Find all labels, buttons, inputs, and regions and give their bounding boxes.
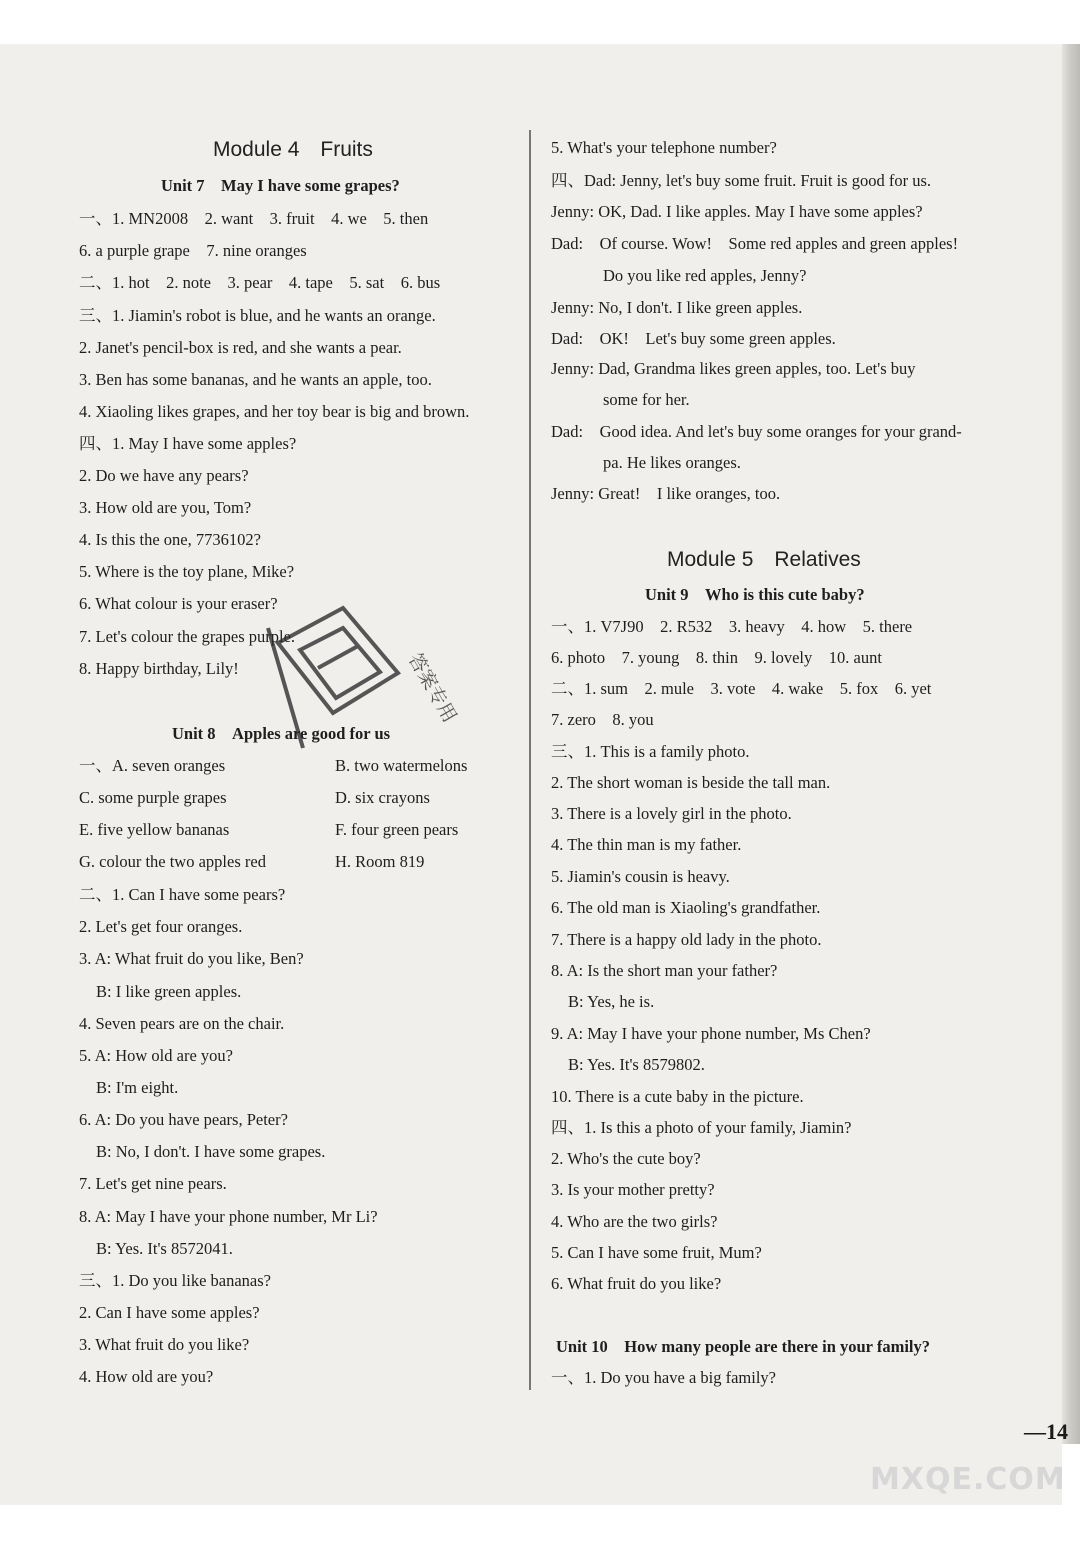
answer-line: 6. What fruit do you like? [551,1274,722,1293]
answer-line: 5. Jiamin's cousin is heavy. [551,867,730,886]
answer-line: B: Yes. It's 8579802. [568,1055,705,1074]
answer-line: 4. The thin man is my father. [551,835,742,854]
answer-line: 2. Who's the cute boy? [551,1149,701,1168]
answer-line: 5. Can I have some fruit, Mum? [551,1243,762,1262]
answer-line: 2. Let's get four oranges. [79,917,243,936]
answer-line: B: Yes. It's 8572041. [96,1239,233,1258]
dialogue-line: Jenny: OK, Dad. I like apples. May I have some apples? [551,202,923,221]
answer-line: 4. Seven pears are on the chair. [79,1014,285,1033]
answer-line: 二、1. Can I have some pears? [79,885,286,904]
answer-line: 二、1. hot 2. note 3. pear 4. tape 5. sat 6. bus [79,273,441,292]
table-row-cell: F. four green pears [335,820,459,839]
answer-line: 8. Happy birthday, Lily! [79,659,239,678]
answer-line: 6. The old man is Xiaoling's grandfather. [551,898,821,917]
answer-line: 4. Xiaoling likes grapes, and her toy bear is big and brown. [79,402,470,421]
bottom-margin [0,1505,1080,1560]
answer-line: 6. What colour is your eraser? [79,594,278,613]
answer-line: 4. How old are you? [79,1367,214,1386]
table-row-cell: B. two watermelons [335,756,468,775]
answer-line: 三、1. Do you like bananas? [79,1271,271,1290]
unit-10-title: Unit 10 How many people are there in your family? [556,1337,930,1356]
page-number: —14 [1024,1419,1068,1444]
unit-9-title: Unit 9 Who is this cute baby? [645,585,865,604]
table-row-cell: D. six crayons [335,788,430,807]
table-row-cell: E. five yellow bananas [79,820,230,839]
answer-line: 6. photo 7. young 8. thin 9. lovely 10. aunt [551,648,882,667]
stamp-seal [248,588,461,768]
dialogue-line: Jenny: Great! I like oranges, too. [551,484,781,503]
table-row-cell: 一、A. seven oranges [79,756,226,775]
answer-line: B: I like green apples. [96,982,242,1001]
answer-line: 6. a purple grape 7. nine oranges [79,241,307,260]
stamp-text: 答案专用 [403,649,461,727]
answer-line: 一、1. MN2008 2. want 3. fruit 4. we 5. then [79,209,429,228]
table-row-cell: H. Room 819 [335,852,425,871]
table-row-cell: C. some purple grapes [79,788,227,807]
answer-line: 10. There is a cute baby in the picture. [551,1087,804,1106]
answer-line: 3. Is your mother pretty? [551,1180,715,1199]
dialogue-line: Jenny: Dad, Grandma likes green apples, too. Let's buy [551,359,916,378]
answer-line: 4. Who are the two girls? [551,1212,718,1231]
answer-line: 三、1. Jiamin's robot is blue, and he wants an orange. [79,306,436,325]
watermark: MXQE.COM [870,1462,1066,1497]
answer-line: 5. A: How old are you? [79,1046,233,1065]
answer-line: 2. The short woman is beside the tall man. [551,773,831,792]
answer-line: 7. There is a happy old lady in the photo. [551,930,822,949]
answer-line: 三、1. This is a family photo. [551,742,750,761]
answer-line: 二、1. sum 2. mule 3. vote 4. wake 5. fox 6. yet [551,679,932,698]
dialogue-line: Jenny: No, I don't. I like green apples. [551,298,803,317]
answer-line: 3. How old are you, Tom? [79,498,252,517]
answer-line: 8. A: Is the short man your father? [551,961,778,980]
answer-line: 2. Janet's pencil-box is red, and she wants a pear. [79,338,402,357]
answer-line: 7. Let's get nine pears. [79,1174,227,1193]
dialogue-line: Do you like red apples, Jenny? [603,266,807,285]
dialogue-line: Dad: Good idea. And let's buy some oranges for your grand- [551,422,962,441]
answer-line: 四、Dad: Jenny, let's buy some fruit. Fruit is good for us. [551,171,931,190]
dialogue-line: Dad: Of course. Wow! Some red apples and green apples! [551,234,959,253]
answer-line: B: Yes, he is. [568,992,655,1011]
answer-line: 5. Where is the toy plane, Mike? [79,562,295,581]
answer-line: 3. What fruit do you like? [79,1335,250,1354]
answer-line: 2. Do we have any pears? [79,466,249,485]
answer-line: 四、1. Is this a photo of your family, Jiamin? [551,1118,852,1137]
module-5-title: Module 5 Relatives [667,548,861,571]
answer-line: 一、1. Do you have a big family? [551,1368,776,1387]
answer-line: B: I'm eight. [96,1078,179,1097]
answer-line: 7. Let's colour the grapes purple. [79,627,296,646]
answer-line: 3. A: What fruit do you like, Ben? [79,949,304,968]
answer-line: 6. A: Do you have pears, Peter? [79,1110,288,1129]
answer-line: 5. What's your telephone number? [551,138,777,157]
unit-8-title: Unit 8 Apples are good for us [172,724,391,743]
answer-line: B: No, I don't. I have some grapes. [96,1142,326,1161]
dialogue-line: Dad: OK! Let's buy some green apples. [551,329,836,348]
answer-line: 4. Is this the one, 7736102? [79,530,261,549]
answer-line: 四、1. May I have some apples? [79,434,297,453]
answer-line: 8. A: May I have your phone number, Mr Li? [79,1207,378,1226]
column-divider [529,130,531,1390]
answer-line: 3. There is a lovely girl in the photo. [551,804,792,823]
page-edge-shadow [1062,44,1080,1444]
table-row-cell: G. colour the two apples red [79,852,266,871]
dialogue-line: pa. He likes oranges. [603,453,741,472]
answer-line: 2. Can I have some apples? [79,1303,260,1322]
answer-line: 3. Ben has some bananas, and he wants an apple, too. [79,370,432,389]
dialogue-line: some for her. [603,390,690,409]
answer-line: 一、1. V7J90 2. R532 3. heavy 4. how 5. there [551,617,913,636]
answer-line: 9. A: May I have your phone number, Ms Chen? [551,1024,871,1043]
answer-line: 7. zero 8. you [551,710,654,729]
unit-7-title: Unit 7 May I have some grapes? [161,176,400,195]
module-4-title: Module 4 Fruits [213,138,373,161]
